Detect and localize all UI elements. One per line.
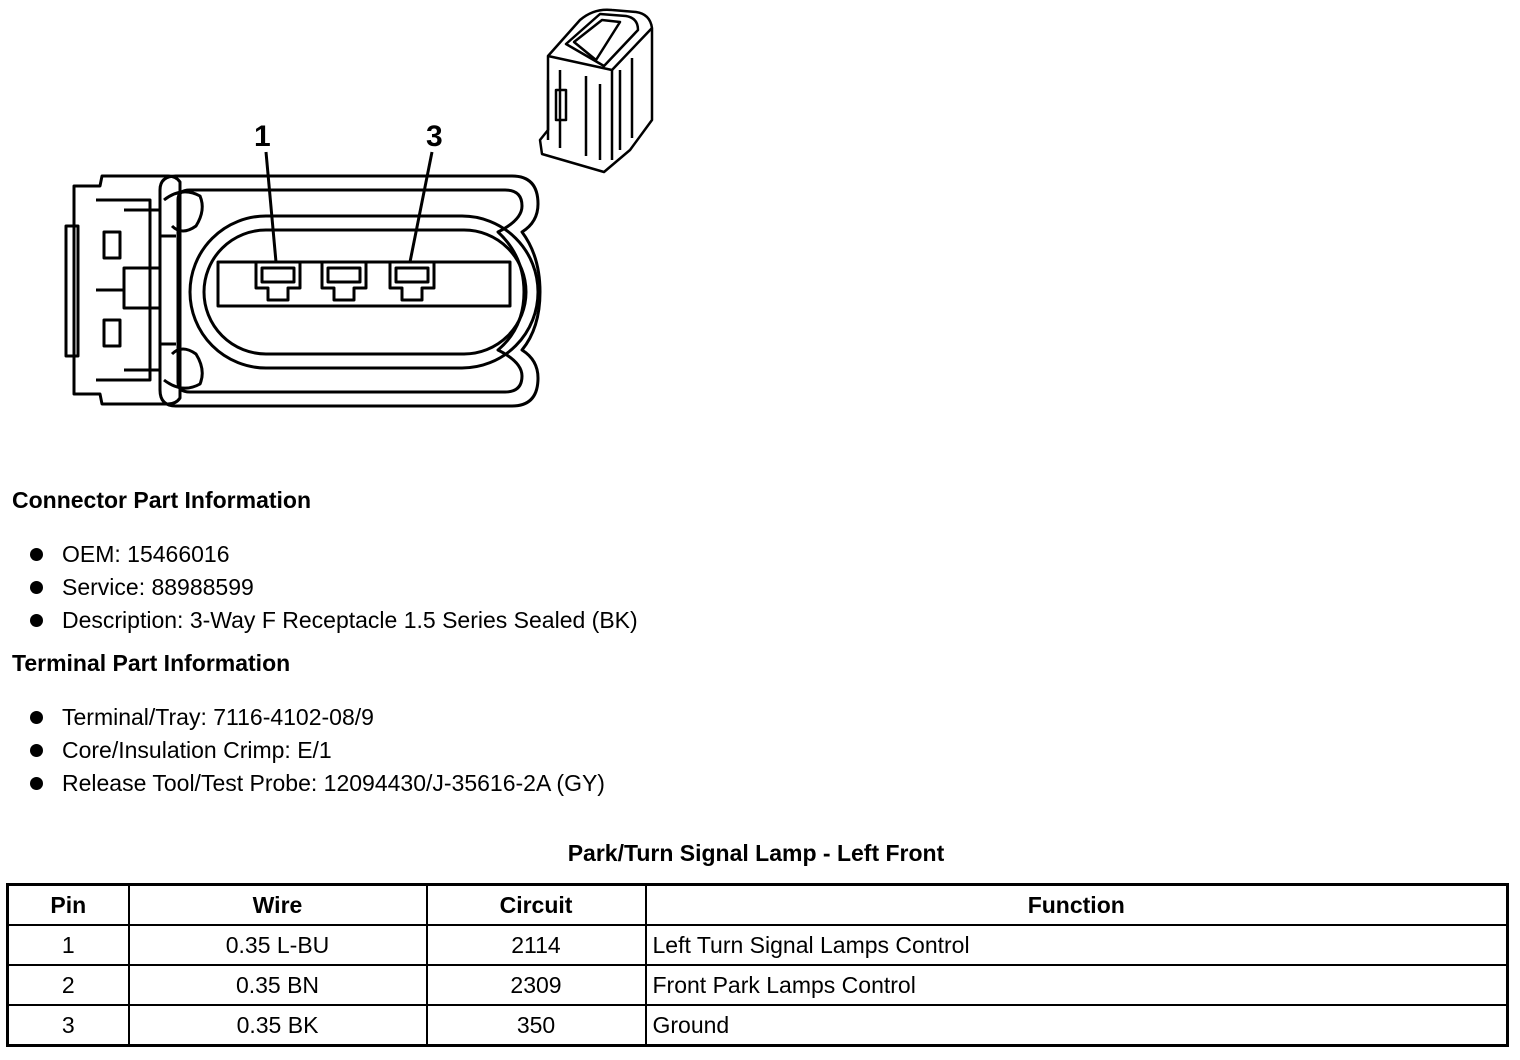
connector-part-info-heading: Connector Part Information [12,487,312,513]
cavity-ring-inner [204,230,526,354]
table-row [8,1005,1508,1046]
pin-callout-3: 3 [426,120,443,153]
cell-pin: 1 [8,925,129,965]
connector-oem: OEM: 15466016 [62,541,230,567]
terminal-part-info-list [30,701,605,800]
column-header-circuit: Circuit [427,885,646,926]
list-item [30,571,638,604]
bullet-icon [30,548,43,561]
cell-function: Front Park Lamps Control [646,965,1508,1005]
column-header-function: Function [646,885,1508,926]
cell-function: Ground [646,1005,1508,1046]
bullet-icon [30,777,43,790]
cell-circuit: 350 [427,1005,646,1046]
list-item [30,734,605,767]
callout-leader-3 [410,152,432,262]
connector-illustration [0,0,700,430]
terminal-tray: Terminal/Tray: 7116-4102-08/9 [62,704,374,730]
cavity-ring-outer [190,216,538,368]
column-header-wire: Wire [129,885,427,926]
terminal-release-tool: Release Tool/Test Probe: 12094430/J-35616-2A (GY) [62,770,605,796]
connector-face-drawing [0,0,700,430]
pin-callout-1: 1 [254,120,271,153]
cell-wire: 0.35 BN [129,965,427,1005]
pin-table [6,883,1509,1047]
cell-circuit: 2309 [427,965,646,1005]
bullet-icon [30,581,43,594]
table-header-row [8,885,1508,926]
cell-pin: 3 [8,1005,129,1046]
bullet-icon [30,711,43,724]
list-item [30,604,638,637]
list-item [30,538,638,571]
connector-perspective-view [540,10,652,172]
terminal-crimp: Core/Insulation Crimp: E/1 [62,737,332,763]
cell-circuit: 2114 [427,925,646,965]
table-row [8,925,1508,965]
column-header-pin: Pin [8,885,129,926]
connector-part-info-list [30,538,638,637]
list-item [30,767,605,800]
connector-service: Service: 88988599 [62,574,254,600]
table-row [8,965,1508,1005]
pin-table-title: Park/Turn Signal Lamp - Left Front [567,840,945,866]
cell-function: Left Turn Signal Lamps Control [646,925,1508,965]
connector-description: Description: 3-Way F Receptacle 1.5 Series Sealed (BK) [62,607,638,633]
callout-leader-1 [266,152,276,262]
bullet-icon [30,614,43,627]
cell-wire: 0.35 L-BU [129,925,427,965]
cell-pin: 2 [8,965,129,1005]
cell-wire: 0.35 BK [129,1005,427,1046]
bullet-icon [30,744,43,757]
terminal-part-info-heading: Terminal Part Information [12,650,291,676]
list-item [30,701,605,734]
